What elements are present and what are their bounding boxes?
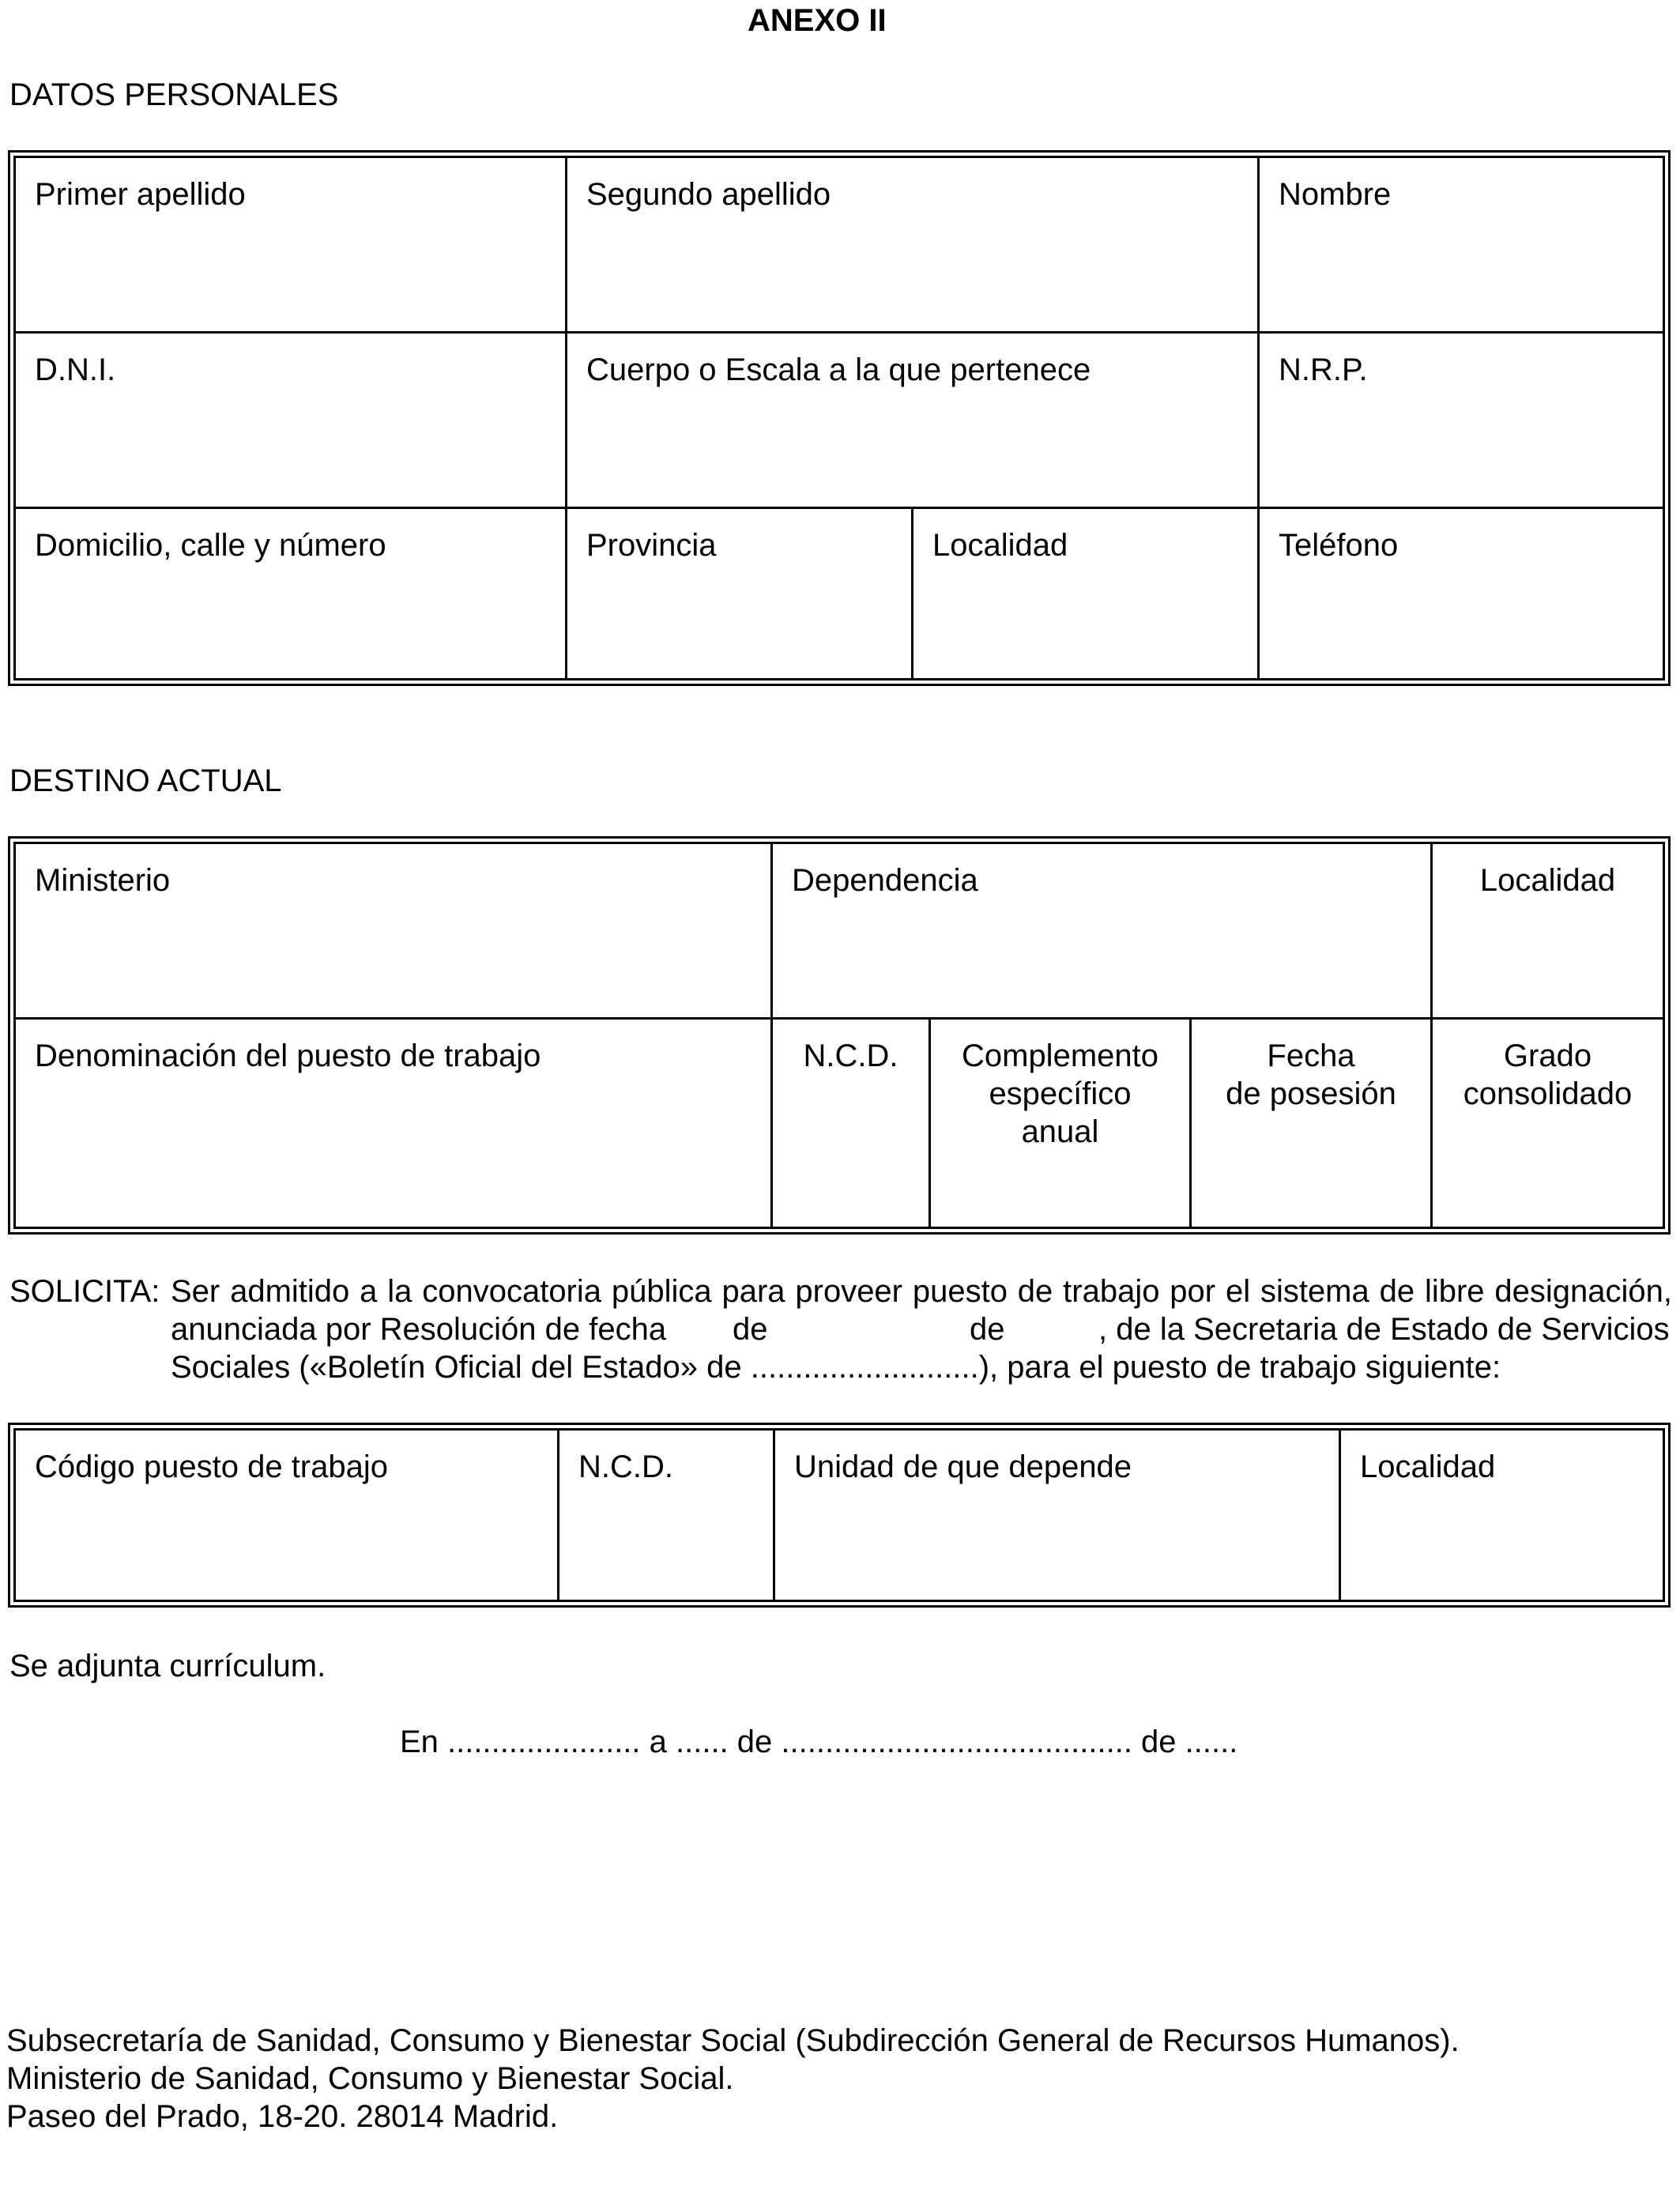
- primer-apellido-label: Primer apellido: [35, 177, 246, 212]
- domicilio-field[interactable]: [15, 508, 567, 680]
- destino-ncd-label: N.C.D.: [803, 1039, 898, 1073]
- telefono-field[interactable]: [1259, 508, 1664, 680]
- primer-apellido-field[interactable]: [15, 157, 567, 333]
- unidad-field[interactable]: [774, 1430, 1340, 1601]
- complemento-field[interactable]: [930, 1019, 1191, 1228]
- fecha-label-line1: Fecha: [1267, 1039, 1355, 1073]
- fecha-label-line2: de posesión: [1226, 1076, 1396, 1111]
- complemento-label-line3: anual: [1021, 1114, 1099, 1149]
- localidad-field[interactable]: [913, 508, 1259, 680]
- puesto-ncd-field[interactable]: [559, 1430, 774, 1601]
- puesto-localidad-field[interactable]: [1340, 1430, 1664, 1601]
- complemento-label-line2: específico: [989, 1076, 1132, 1111]
- solicita-line2-a: anunciada por Resolución de fecha: [171, 1312, 667, 1347]
- puesto-localidad-label: Localidad: [1360, 1449, 1496, 1484]
- provincia-label: Provincia: [586, 528, 717, 563]
- ministerio-field[interactable]: [15, 843, 772, 1019]
- complemento-label-line1: Complemento: [961, 1039, 1158, 1073]
- segundo-apellido-field[interactable]: [567, 157, 1259, 333]
- destino-localidad-field[interactable]: [1432, 843, 1664, 1019]
- dependencia-label: Dependencia: [792, 863, 978, 898]
- solicita-line3: Sociales («Boletín Oficial del Estado» de ..........................), para el puesto de trabajo siguiente:: [171, 1350, 1501, 1385]
- segundo-apellido-label: Segundo apellido: [586, 177, 831, 212]
- footer-line1: Subsecretaría de Sanidad, Consumo y Bienestar Social (Subdirección General de Recursos Humanos).: [6, 2023, 1460, 2058]
- footer-line3: Paseo del Prado, 18-20. 28014 Madrid.: [6, 2099, 559, 2134]
- nombre-label: Nombre: [1279, 177, 1392, 212]
- destino-actual-table: [8, 836, 1671, 1235]
- personal-data-heading: DATOS PERSONALES: [9, 77, 339, 112]
- codigo-puesto-field[interactable]: [15, 1430, 559, 1601]
- page-title: ANEXO II: [748, 3, 887, 38]
- personal-data-table: [8, 150, 1671, 686]
- curriculum-note: Se adjunta currículum.: [9, 1649, 326, 1683]
- solicita-line2-d: , de la Secretaria de Estado de Servicios: [1098, 1312, 1670, 1347]
- destino-localidad-label: Localidad: [1479, 863, 1616, 898]
- ministerio-label: Ministerio: [35, 863, 171, 898]
- solicita-line2-b: de: [733, 1312, 768, 1347]
- provincia-field[interactable]: [567, 508, 913, 680]
- unidad-label: Unidad de que depende: [794, 1449, 1132, 1484]
- cuerpo-field[interactable]: [567, 333, 1259, 508]
- lugar-fecha-line: En ...................... a ...... de ........................................ de ......: [400, 1725, 1238, 1759]
- footer-line2: Ministerio de Sanidad, Consumo y Bienestar Social.: [6, 2061, 734, 2096]
- destino-ncd-field[interactable]: [772, 1019, 930, 1228]
- grado-field[interactable]: [1432, 1019, 1664, 1228]
- nrp-field[interactable]: [1259, 333, 1664, 508]
- grado-label-line2: consolidado: [1463, 1076, 1633, 1111]
- solicita-line2-c: de: [970, 1312, 1005, 1347]
- denominacion-label: Denominación del puesto de trabajo: [35, 1039, 541, 1073]
- dependencia-field[interactable]: [772, 843, 1432, 1019]
- nombre-field[interactable]: [1259, 157, 1664, 333]
- dni-field[interactable]: [15, 333, 567, 508]
- puesto-ncd-label: N.C.D.: [578, 1449, 673, 1484]
- domicilio-label: Domicilio, calle y número: [35, 528, 386, 563]
- localidad-label: Localidad: [932, 528, 1068, 563]
- cuerpo-label: Cuerpo o Escala a la que pertenece: [586, 352, 1091, 387]
- denominacion-field[interactable]: [15, 1019, 772, 1228]
- grado-label-line1: Grado: [1503, 1039, 1592, 1073]
- dni-label: D.N.I.: [35, 352, 116, 387]
- telefono-label: Teléfono: [1279, 528, 1399, 563]
- puesto-solicitado-table: [8, 1423, 1671, 1608]
- destino-actual-heading: DESTINO ACTUAL: [9, 763, 282, 798]
- solicita-label: SOLICITA:: [9, 1274, 160, 1309]
- solicita-line1: Ser admitido a la convocatoria pública para proveer puesto de trabajo por el sistema de libre designación,: [171, 1274, 1672, 1309]
- fecha-posesion-field[interactable]: [1191, 1019, 1432, 1228]
- nrp-label: N.R.P.: [1279, 352, 1368, 387]
- codigo-puesto-label: Código puesto de trabajo: [35, 1449, 388, 1484]
